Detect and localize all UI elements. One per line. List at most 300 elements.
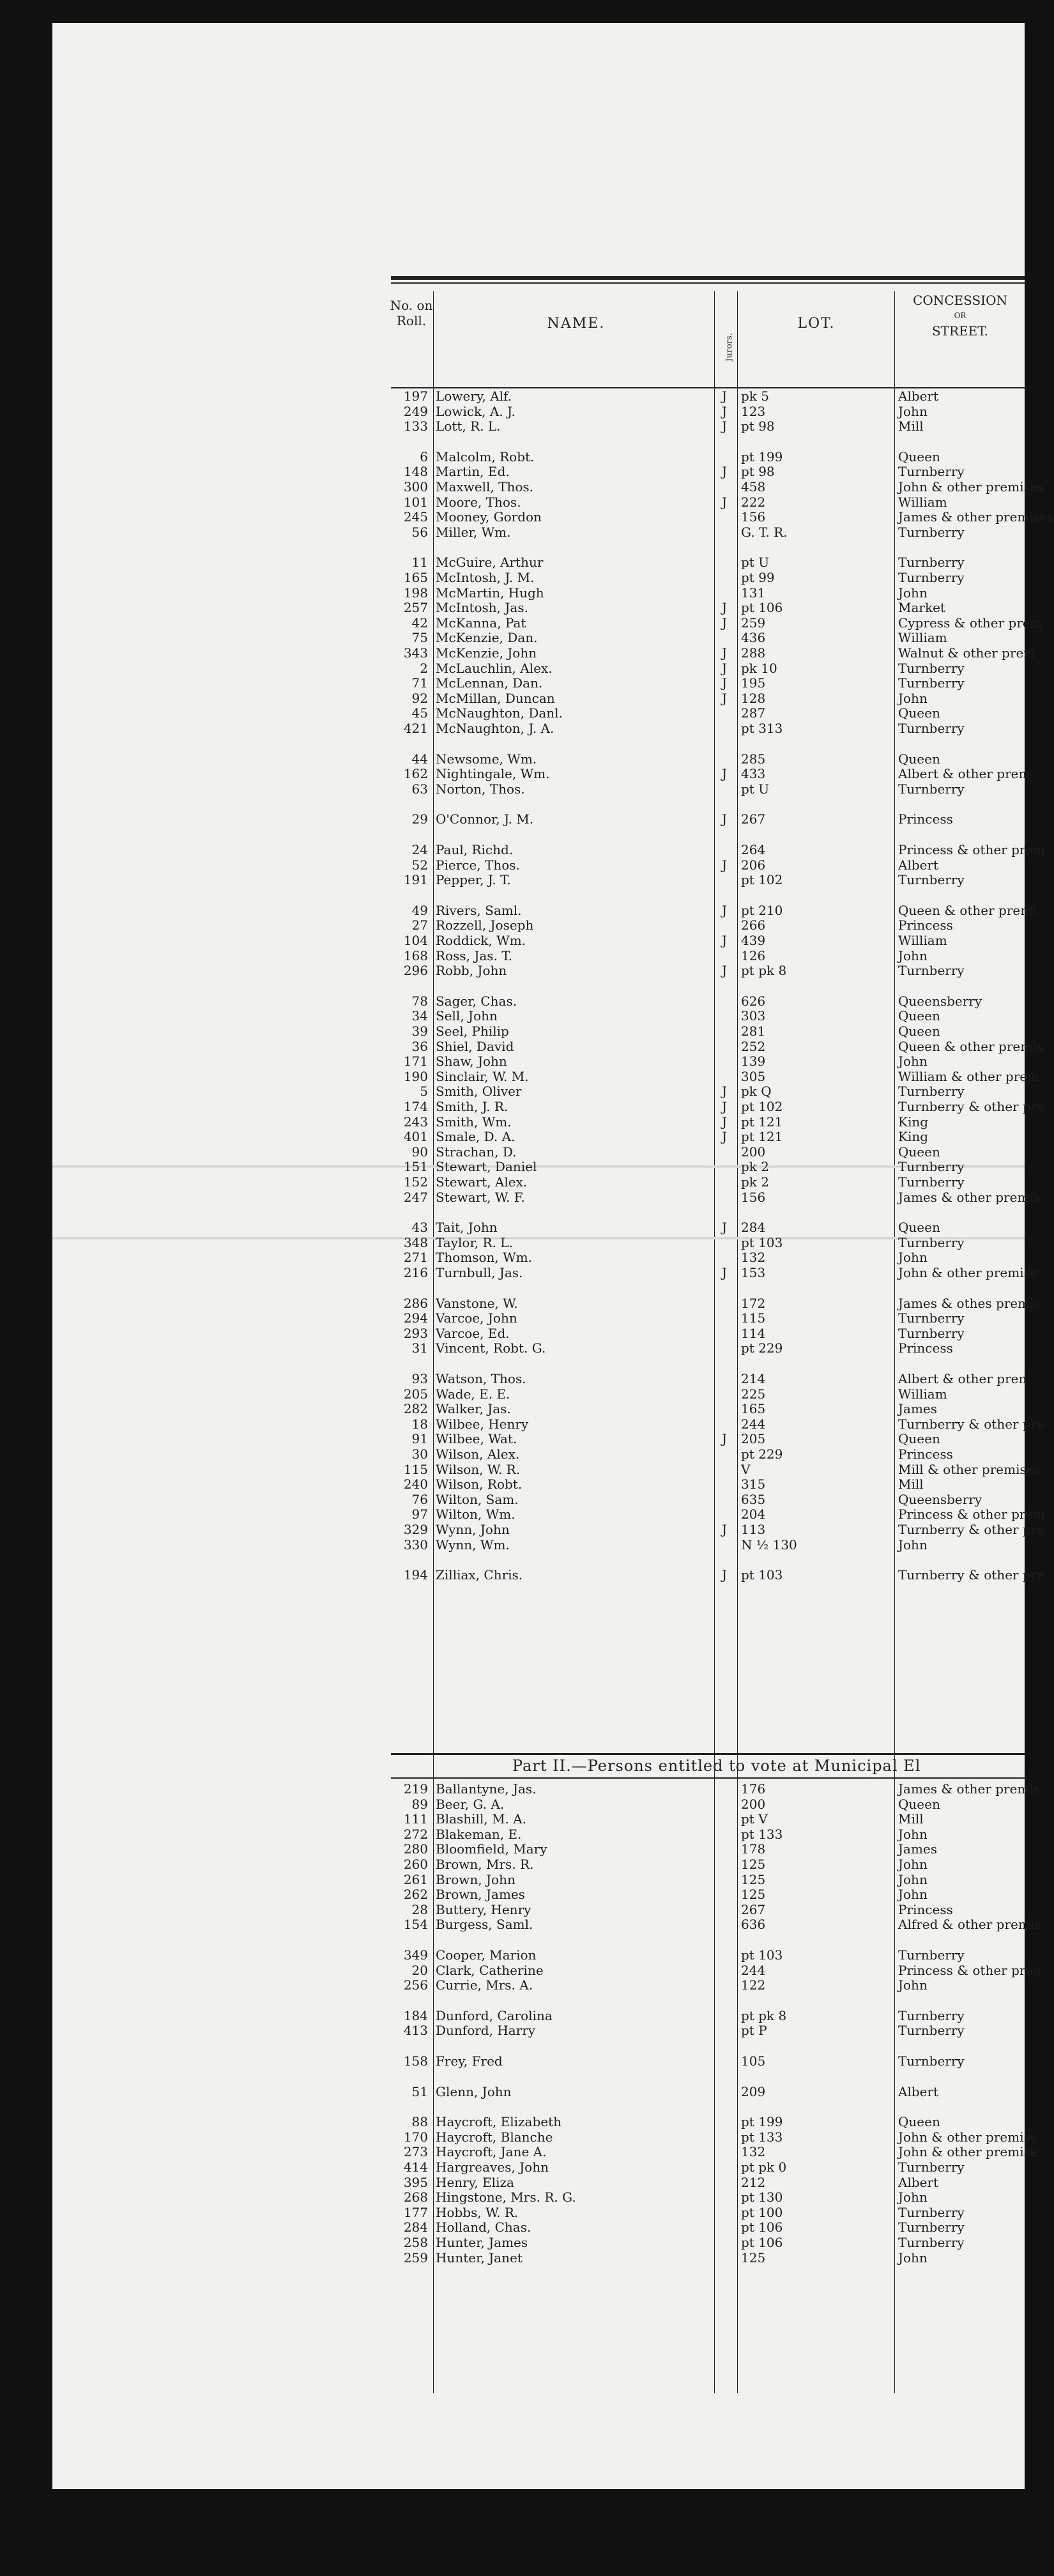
voter-name: Dunford, Harry bbox=[436, 2023, 536, 2039]
voter-name: McKenzie, John bbox=[436, 645, 537, 661]
lot-number: pt 121 bbox=[741, 1114, 783, 1130]
header-concession-text: CONCESSION bbox=[913, 293, 1007, 308]
concession-street: Turnberry bbox=[898, 1234, 965, 1250]
voter-name: Ross, Jas. T. bbox=[436, 947, 513, 963]
lot-number: pk 10 bbox=[741, 660, 777, 676]
concession-street: James bbox=[898, 1401, 938, 1417]
col-rule-4 bbox=[894, 291, 895, 2393]
concession-street: Queen bbox=[898, 2114, 940, 2130]
juror-mark: J bbox=[722, 403, 728, 419]
voter-name: Roddick, Wm. bbox=[436, 933, 526, 948]
roll-number: 262 bbox=[403, 1887, 428, 1903]
voter-name: Rivers, Saml. bbox=[436, 902, 522, 918]
juror-mark: J bbox=[722, 494, 728, 510]
concession-street: John & other premises bbox=[898, 479, 1044, 494]
voter-name: Varcoe, John bbox=[436, 1310, 517, 1326]
part2-rule-top bbox=[391, 1753, 1025, 1755]
voter-name: Vincent, Robt. G. bbox=[436, 1340, 546, 1356]
concession-street: Queen & other premi bbox=[898, 902, 1037, 918]
concession-street: King bbox=[898, 1129, 929, 1145]
roll-number: 268 bbox=[403, 2189, 428, 2205]
part2-heading-text: Part II.—Persons entitled to vote at Municipal El bbox=[512, 1757, 921, 1775]
lot-number: 139 bbox=[741, 1054, 766, 1070]
concession-street: Turnberry bbox=[898, 1159, 965, 1175]
voter-name: Pepper, J. T. bbox=[436, 872, 511, 888]
roll-number: 421 bbox=[403, 721, 428, 736]
voter-name: McMartin, Hugh bbox=[436, 585, 544, 601]
voter-name: Lott, R. L. bbox=[436, 418, 501, 434]
lot-number: 178 bbox=[741, 1841, 766, 1857]
concession-street: John bbox=[898, 1857, 928, 1872]
concession-street: Turnberry & other pre bbox=[898, 1522, 1045, 1537]
lot-number: 315 bbox=[741, 1476, 766, 1492]
roll-number: 257 bbox=[403, 600, 428, 616]
voter-name: Wilton, Wm. bbox=[436, 1506, 516, 1522]
concession-street: Albert & other prem bbox=[898, 766, 1031, 782]
juror-mark: J bbox=[722, 1084, 728, 1100]
lot-number: 122 bbox=[741, 1977, 766, 1993]
part2-heading bbox=[512, 1757, 1023, 1775]
roll-number: 162 bbox=[403, 766, 428, 782]
roll-number: 11 bbox=[411, 555, 428, 571]
lot-number: 125 bbox=[741, 1871, 766, 1887]
voter-name: Malcolm, Robt. bbox=[436, 448, 535, 464]
voter-name: Martin, Ed. bbox=[436, 464, 510, 480]
concession-street: Mill bbox=[898, 418, 924, 434]
voter-name: Moore, Thos. bbox=[436, 494, 521, 510]
voter-name: Currie, Mrs. A. bbox=[436, 1977, 533, 1993]
concession-street: Turnberry bbox=[898, 781, 965, 797]
lot-number: 132 bbox=[741, 2144, 766, 2160]
concession-street: Turnberry bbox=[898, 2159, 965, 2175]
header-jurors-text: Jurors. bbox=[724, 333, 735, 362]
concession-street: Turnberry bbox=[898, 1084, 965, 1100]
roll-number: 170 bbox=[403, 2129, 428, 2145]
juror-mark: J bbox=[722, 963, 728, 979]
voter-name: Newsome, Wm. bbox=[436, 751, 537, 767]
juror-mark: J bbox=[722, 645, 728, 661]
roll-number: 20 bbox=[411, 1962, 428, 1978]
concession-street: Turnberry bbox=[898, 1325, 965, 1341]
roll-number: 413 bbox=[403, 2023, 428, 2039]
voter-name: McNaughton, J. A. bbox=[436, 721, 554, 736]
roll-number: 198 bbox=[403, 585, 428, 601]
lot-number: 212 bbox=[741, 2174, 766, 2190]
voter-name: Hargreaves, John bbox=[436, 2159, 549, 2175]
roll-number: 271 bbox=[403, 1250, 428, 1266]
voter-name: Sager, Chas. bbox=[436, 993, 517, 1009]
concession-street: John bbox=[898, 1887, 928, 1903]
voter-name: Mooney, Gordon bbox=[436, 509, 542, 525]
lot-number: 113 bbox=[741, 1522, 766, 1537]
roll-number: 286 bbox=[403, 1295, 428, 1311]
roll-number: 243 bbox=[403, 1114, 428, 1130]
lot-number: pt 313 bbox=[741, 721, 783, 736]
roll-number: 165 bbox=[403, 570, 428, 585]
voter-name: Bloomfield, Mary bbox=[436, 1841, 547, 1857]
voter-name: Burgess, Saml. bbox=[436, 1917, 533, 1933]
voter-name: Pierce, Thos. bbox=[436, 857, 520, 873]
lot-number: pk 5 bbox=[741, 388, 770, 404]
lot-number: pt U bbox=[741, 781, 770, 797]
roll-number: 75 bbox=[411, 630, 428, 646]
lot-number: pt 130 bbox=[741, 2189, 783, 2205]
lot-number: pt 121 bbox=[741, 1129, 783, 1145]
roll-number: 329 bbox=[403, 1522, 428, 1537]
concession-street: Turnberry bbox=[898, 2053, 965, 2069]
roll-number: 273 bbox=[403, 2144, 428, 2160]
lot-number: 209 bbox=[741, 2083, 766, 2099]
voter-name: Hunter, Janet bbox=[436, 2250, 523, 2266]
concession-street: Princess & other prem bbox=[898, 842, 1046, 857]
concession-street: King bbox=[898, 1114, 929, 1130]
lot-number: pt V bbox=[741, 1811, 768, 1827]
voter-name: Hobbs, W. R. bbox=[436, 2204, 519, 2220]
voter-name: Varcoe, Ed. bbox=[436, 1325, 510, 1341]
concession-street: Turnberry bbox=[898, 524, 965, 540]
juror-mark: J bbox=[722, 1114, 728, 1130]
roll-number: 261 bbox=[403, 1871, 428, 1887]
lot-number: 436 bbox=[741, 630, 766, 646]
concession-street: Walnut & other prem bbox=[898, 645, 1036, 661]
roll-number: 395 bbox=[403, 2174, 428, 2190]
concession-street: James bbox=[898, 1841, 938, 1857]
roll-number: 348 bbox=[403, 1234, 428, 1250]
lot-number: 195 bbox=[741, 675, 766, 691]
juror-mark: J bbox=[722, 1431, 728, 1447]
concession-street: Princess bbox=[898, 1446, 953, 1462]
lot-number: pt pk 8 bbox=[741, 2007, 787, 2023]
roll-number: 92 bbox=[411, 690, 428, 706]
lot-number: pk 2 bbox=[741, 1159, 770, 1175]
voter-name: Walker, Jas. bbox=[436, 1401, 511, 1417]
lot-number: 433 bbox=[741, 766, 766, 782]
concession-street: Mill bbox=[898, 1476, 924, 1492]
lot-number: 635 bbox=[741, 1491, 766, 1507]
concession-street: John & other premise bbox=[898, 2144, 1038, 2160]
lot-number: 305 bbox=[741, 1068, 766, 1084]
roll-number: 152 bbox=[403, 1174, 428, 1190]
roll-number: 194 bbox=[403, 1567, 428, 1583]
roll-number: 280 bbox=[403, 1841, 428, 1857]
lot-number: pt 229 bbox=[741, 1340, 783, 1356]
juror-mark: J bbox=[722, 902, 728, 918]
concession-street: James & other premises bbox=[898, 509, 1054, 525]
top-rule bbox=[391, 276, 1025, 280]
voter-name: Buttery, Henry bbox=[436, 1901, 531, 1917]
paper-fold-1 bbox=[52, 1165, 1025, 1168]
col-rule-2 bbox=[714, 291, 715, 2393]
juror-mark: J bbox=[722, 933, 728, 948]
lot-number: pt 229 bbox=[741, 1446, 783, 1462]
voter-name: Blakeman, E. bbox=[436, 1826, 522, 1842]
concession-street: Albert bbox=[898, 2083, 939, 2099]
roll-number: 216 bbox=[403, 1265, 428, 1280]
voter-name: McLauchlin, Alex. bbox=[436, 660, 553, 676]
roll-number: 56 bbox=[411, 524, 428, 540]
header-concession bbox=[896, 293, 1025, 339]
voter-name: McKanna, Pat bbox=[436, 615, 526, 631]
voter-name: McKenzie, Dan. bbox=[436, 630, 538, 646]
voter-name: Watson, Thos. bbox=[436, 1371, 526, 1386]
voter-name: Zilliax, Chris. bbox=[436, 1567, 523, 1583]
voter-name: Brown, John bbox=[436, 1871, 516, 1887]
roll-number: 101 bbox=[403, 494, 428, 510]
concession-street: John bbox=[898, 585, 928, 601]
lot-number: pt 133 bbox=[741, 2129, 783, 2145]
concession-street: Turnberry bbox=[898, 2220, 965, 2235]
roll-number: 177 bbox=[403, 2204, 428, 2220]
roll-number: 78 bbox=[411, 993, 428, 1009]
juror-mark: J bbox=[722, 660, 728, 676]
juror-mark: J bbox=[722, 1522, 728, 1537]
juror-mark: J bbox=[722, 388, 728, 404]
roll-number: 91 bbox=[411, 1431, 428, 1447]
lot-number: pt 98 bbox=[741, 418, 775, 434]
voter-name: Tait, John bbox=[436, 1220, 498, 1236]
voter-name: Nightingale, Wm. bbox=[436, 766, 550, 782]
lot-number: 172 bbox=[741, 1295, 766, 1311]
juror-mark: J bbox=[722, 1265, 728, 1280]
voter-name: Clark, Catherine bbox=[436, 1962, 544, 1978]
voter-name: Stewart, Daniel bbox=[436, 1159, 537, 1175]
lot-number: 153 bbox=[741, 1265, 766, 1280]
lot-number: pk Q bbox=[741, 1084, 772, 1100]
lot-number: 105 bbox=[741, 2053, 766, 2069]
lot-number: pt 199 bbox=[741, 448, 783, 464]
concession-street: Queen bbox=[898, 448, 940, 464]
concession-street: John bbox=[898, 403, 928, 419]
voter-name: Wilson, W. R. bbox=[436, 1461, 521, 1477]
concession-street: John bbox=[898, 1537, 928, 1552]
roll-number: 36 bbox=[411, 1038, 428, 1054]
header-no-on-roll-text: No. on Roll. bbox=[390, 298, 433, 328]
roll-number: 282 bbox=[403, 1401, 428, 1417]
lot-number: pt 98 bbox=[741, 464, 775, 480]
lot-number: 156 bbox=[741, 1189, 766, 1205]
roll-number: 190 bbox=[403, 1068, 428, 1084]
lot-number: 267 bbox=[741, 1901, 766, 1917]
voter-name: Wilson, Alex. bbox=[436, 1446, 520, 1462]
voter-name: Wilbee, Wat. bbox=[436, 1431, 517, 1447]
header-or-text: OR bbox=[954, 311, 966, 320]
lot-number: pt 102 bbox=[741, 1099, 783, 1114]
concession-street: Turnberry bbox=[898, 1310, 965, 1326]
concession-street: Queen bbox=[898, 1796, 940, 1812]
voter-name: Norton, Thos. bbox=[436, 781, 525, 797]
voter-name: Robb, John bbox=[436, 963, 507, 979]
lot-number: 267 bbox=[741, 811, 766, 827]
roll-number: 51 bbox=[411, 2083, 428, 2099]
lot-number: 131 bbox=[741, 585, 766, 601]
lot-number: pt 199 bbox=[741, 2114, 783, 2130]
roll-number: 34 bbox=[411, 1008, 428, 1024]
voter-name: Smith, Oliver bbox=[436, 1084, 522, 1100]
concession-street: William & other prem bbox=[898, 1068, 1040, 1084]
lot-number: 165 bbox=[741, 1401, 766, 1417]
voter-name: Taylor, R. L. bbox=[436, 1234, 513, 1250]
voter-name: Hingstone, Mrs. R. G. bbox=[436, 2189, 576, 2205]
juror-mark: J bbox=[722, 690, 728, 706]
roll-number: 256 bbox=[403, 1977, 428, 1993]
concession-street: William bbox=[898, 933, 947, 948]
roll-number: 44 bbox=[411, 751, 428, 767]
concession-street: John & other premise bbox=[898, 1265, 1038, 1280]
voter-name: Smale, D. A. bbox=[436, 1129, 516, 1145]
juror-mark: J bbox=[722, 600, 728, 616]
concession-street: Alfred & other premis bbox=[898, 1917, 1041, 1933]
voter-name: Maxwell, Thos. bbox=[436, 479, 534, 494]
concession-street: Turnberry bbox=[898, 570, 965, 585]
lot-number: 287 bbox=[741, 705, 766, 721]
concession-street: Turnberry bbox=[898, 721, 965, 736]
lot-number: 636 bbox=[741, 1917, 766, 1933]
concession-street: John bbox=[898, 1054, 928, 1070]
roll-number: 260 bbox=[403, 1857, 428, 1872]
voter-name: McGuire, Arthur bbox=[436, 555, 544, 571]
lot-number: 439 bbox=[741, 933, 766, 948]
roll-number: 168 bbox=[403, 947, 428, 963]
lot-number: 204 bbox=[741, 1506, 766, 1522]
voter-name: Smith, Wm. bbox=[436, 1114, 512, 1130]
voter-name: Brown, Mrs. R. bbox=[436, 1857, 534, 1872]
roll-number: 191 bbox=[403, 872, 428, 888]
lot-number: 123 bbox=[741, 403, 766, 419]
concession-street: Turnberry & other pre bbox=[898, 1099, 1045, 1114]
roll-number: 151 bbox=[403, 1159, 428, 1175]
roll-number: 111 bbox=[403, 1811, 428, 1827]
voter-name: Holland, Chas. bbox=[436, 2220, 531, 2235]
lot-number: pt 102 bbox=[741, 872, 783, 888]
voter-name: McLennan, Dan. bbox=[436, 675, 543, 691]
voter-name: McMillan, Duncan bbox=[436, 690, 555, 706]
concession-street: William bbox=[898, 1386, 947, 1402]
paper-fold-2 bbox=[52, 1237, 1025, 1239]
concession-street: Princess bbox=[898, 811, 953, 827]
roll-number: 174 bbox=[403, 1099, 428, 1114]
lot-number: 128 bbox=[741, 690, 766, 706]
lot-number: pk 2 bbox=[741, 1174, 770, 1190]
voter-name: Frey, Fred bbox=[436, 2053, 503, 2069]
concession-street: Queen bbox=[898, 751, 940, 767]
roll-number: 284 bbox=[403, 2220, 428, 2235]
roll-number: 272 bbox=[403, 1826, 428, 1842]
voter-name: Lowick, A. J. bbox=[436, 403, 516, 419]
concession-street: Turnberry & other pre bbox=[898, 1416, 1045, 1432]
lot-number: 252 bbox=[741, 1038, 766, 1054]
roll-number: 240 bbox=[403, 1476, 428, 1492]
roll-number: 6 bbox=[420, 448, 428, 464]
juror-mark: J bbox=[722, 1129, 728, 1145]
roll-number: 5 bbox=[420, 1084, 428, 1100]
roll-number: 115 bbox=[403, 1461, 428, 1477]
roll-number: 39 bbox=[411, 1023, 428, 1039]
roll-number: 88 bbox=[411, 2114, 428, 2130]
voter-name: Paul, Richd. bbox=[436, 842, 514, 857]
juror-mark: J bbox=[722, 418, 728, 434]
concession-street: Turnberry bbox=[898, 2023, 965, 2039]
concession-street: Mill & other premises bbox=[898, 1461, 1041, 1477]
lot-number: pt 106 bbox=[741, 2220, 783, 2235]
juror-mark: J bbox=[722, 615, 728, 631]
voter-name: Beer, G. A. bbox=[436, 1796, 505, 1812]
voter-name: Cooper, Marion bbox=[436, 1947, 537, 1963]
roll-number: 63 bbox=[411, 781, 428, 797]
roll-number: 401 bbox=[403, 1129, 428, 1145]
roll-number: 45 bbox=[411, 705, 428, 721]
lot-number: 176 bbox=[741, 1781, 766, 1797]
lot-number: 281 bbox=[741, 1023, 766, 1039]
roll-number: 245 bbox=[403, 509, 428, 525]
concession-street: Turnberry bbox=[898, 675, 965, 691]
header-name-text: NAME. bbox=[547, 316, 606, 332]
concession-street: Queen bbox=[898, 705, 940, 721]
concession-street: Princess & other prem bbox=[898, 1506, 1046, 1522]
lot-number: 200 bbox=[741, 1796, 766, 1812]
roll-number: 27 bbox=[411, 917, 428, 933]
col-rule-1 bbox=[433, 291, 434, 2393]
concession-street: Queensberry bbox=[898, 993, 982, 1009]
roll-number: 258 bbox=[403, 2235, 428, 2250]
roll-number: 171 bbox=[403, 1054, 428, 1070]
roll-number: 43 bbox=[411, 1220, 428, 1236]
roll-number: 247 bbox=[403, 1189, 428, 1205]
juror-mark: J bbox=[722, 1567, 728, 1583]
lot-number: 288 bbox=[741, 645, 766, 661]
lot-number: 259 bbox=[741, 615, 766, 631]
lot-number: 125 bbox=[741, 1887, 766, 1903]
juror-mark: J bbox=[722, 811, 728, 827]
voter-name: Wynn, Wm. bbox=[436, 1537, 510, 1552]
lot-number: 114 bbox=[741, 1325, 766, 1341]
lot-number: pt pk 8 bbox=[741, 963, 787, 979]
concession-street: Queensberry bbox=[898, 1491, 982, 1507]
lot-number: 303 bbox=[741, 1008, 766, 1024]
lot-number: pt 106 bbox=[741, 2235, 783, 2250]
roll-number: 30 bbox=[411, 1446, 428, 1462]
concession-street: Turnberry bbox=[898, 2204, 965, 2220]
roll-number: 414 bbox=[403, 2159, 428, 2175]
roll-number: 296 bbox=[403, 963, 428, 979]
roll-number: 294 bbox=[403, 1310, 428, 1326]
header-lot-text: LOT. bbox=[797, 316, 836, 332]
voter-name: Thomson, Wm. bbox=[436, 1250, 533, 1266]
part2-rule-bottom bbox=[391, 1777, 1025, 1779]
roll-number: 259 bbox=[403, 2250, 428, 2266]
header-jurors bbox=[725, 322, 735, 373]
roll-number: 24 bbox=[411, 842, 428, 857]
roll-number: 349 bbox=[403, 1947, 428, 1963]
roll-number: 249 bbox=[403, 403, 428, 419]
roll-number: 158 bbox=[403, 2053, 428, 2069]
lot-number: pt 103 bbox=[741, 1567, 783, 1583]
voter-name: McNaughton, Danl. bbox=[436, 705, 563, 721]
lot-number: 244 bbox=[741, 1416, 766, 1432]
voter-name: Ballantyne, Jas. bbox=[436, 1781, 537, 1797]
juror-mark: J bbox=[722, 1099, 728, 1114]
juror-mark: J bbox=[722, 766, 728, 782]
concession-street: Turnberry bbox=[898, 660, 965, 676]
lot-number: 200 bbox=[741, 1144, 766, 1160]
lot-number: 458 bbox=[741, 479, 766, 494]
concession-street: Turnberry bbox=[898, 2007, 965, 2023]
concession-street: Queen bbox=[898, 1144, 940, 1160]
lot-number: 285 bbox=[741, 751, 766, 767]
voter-name: Seel, Philip bbox=[436, 1023, 509, 1039]
voter-name: Wilson, Robt. bbox=[436, 1476, 523, 1492]
voter-name: Haycroft, Elizabeth bbox=[436, 2114, 562, 2130]
lot-number: pt 103 bbox=[741, 1234, 783, 1250]
